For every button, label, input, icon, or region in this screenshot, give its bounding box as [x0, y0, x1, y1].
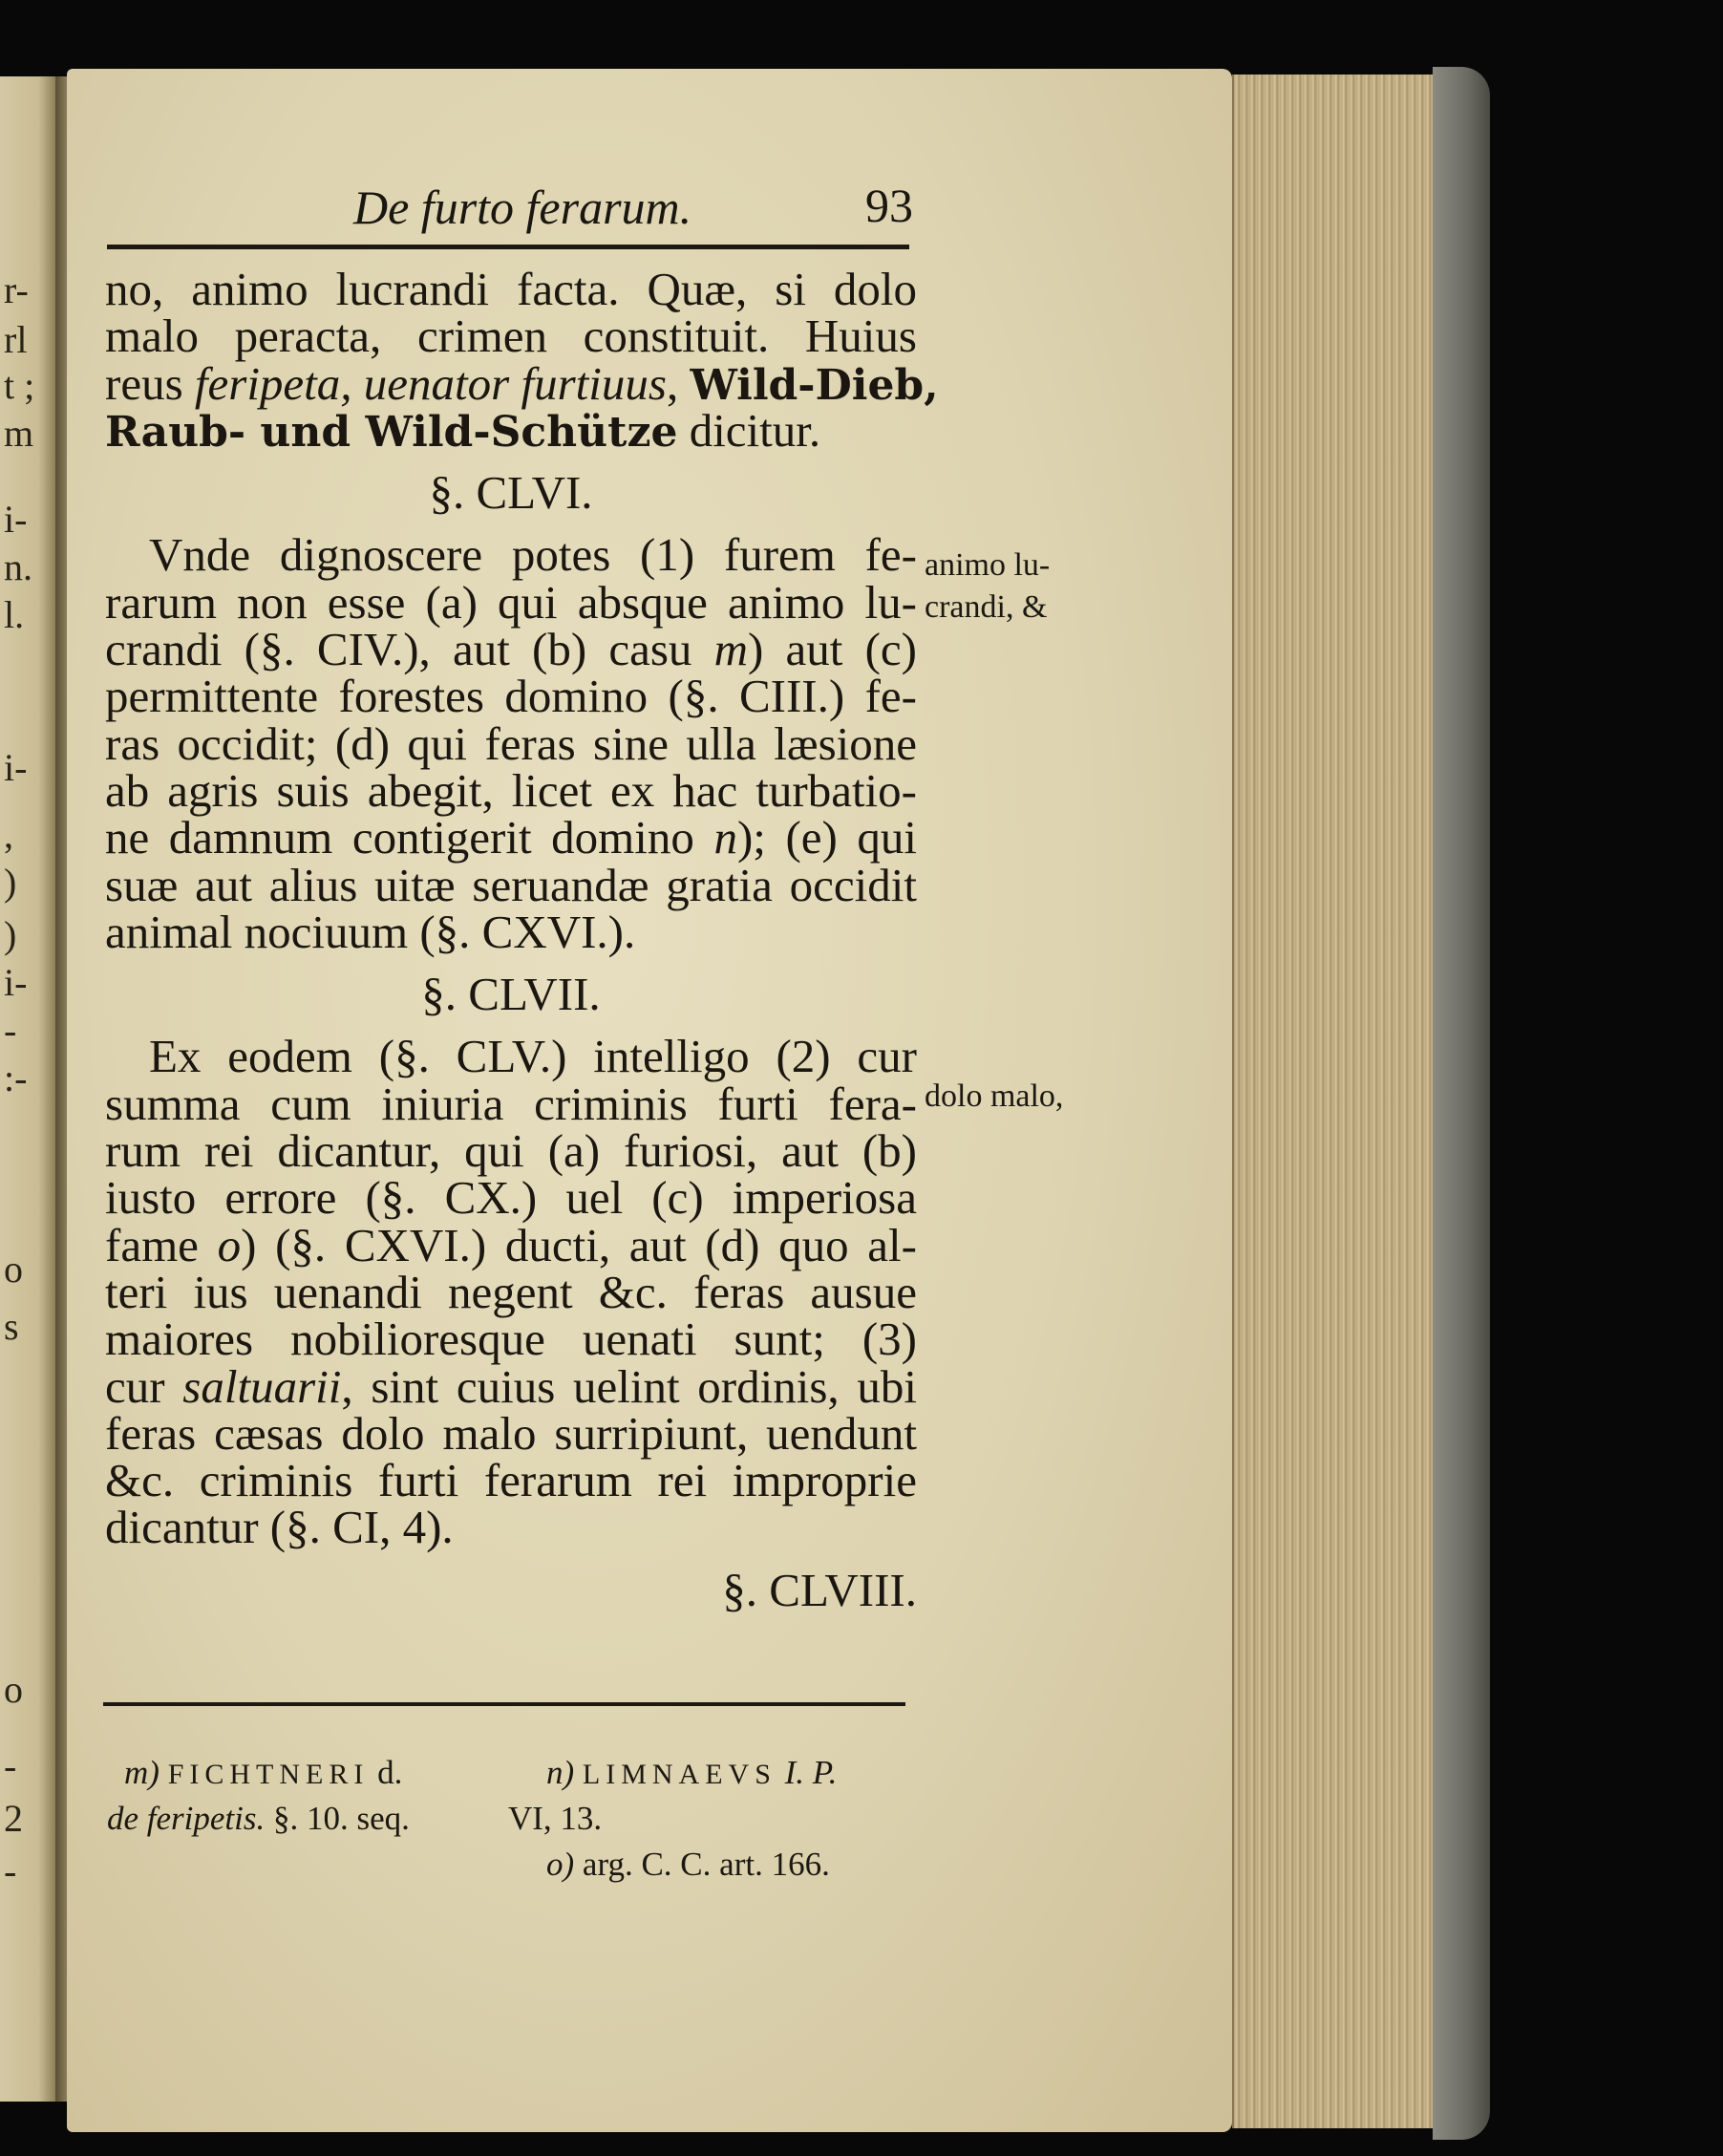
header-rule [107, 245, 909, 249]
facing-fragment: l. [4, 593, 25, 636]
text-run-post: ) (§. CXVI.) ducti, aut (d) quo al- [241, 1218, 917, 1271]
text-line: feras cæsas dolo malo surripiunt, uendunt [105, 1406, 917, 1460]
facing-fragment: m [4, 412, 34, 455]
text-run-pre: fame [105, 1218, 218, 1271]
footnote-m-author: FICHTNERI [167, 1759, 370, 1790]
text-line: §. CLVII. [421, 968, 601, 1021]
text-run-frak: Raub- und Wild-Schütze [105, 407, 678, 457]
text-line: Ex eodem (§. CLV.) intelligo (2) cur [149, 1030, 917, 1083]
facing-fragment: r- [4, 268, 29, 311]
footnote-rule [103, 1702, 905, 1706]
facing-fragment: , [4, 813, 13, 856]
text-run-pre: reus [105, 356, 195, 410]
facing-fragment: - [4, 1744, 17, 1787]
text-line: §. CLVI. [429, 466, 593, 520]
text-line [105, 403, 917, 457]
text-run-frak: Wild-Dieb, [690, 360, 939, 410]
text-run-pre: ne damnum contigerit domino [105, 811, 714, 865]
text-line: &c. criminis furti ferarum rei improprie [105, 1454, 917, 1507]
main-text [105, 263, 939, 1616]
text-line [105, 356, 939, 410]
footnote-m-ref: §. 10. seq. [273, 1800, 410, 1837]
text-run-italic: saltuarii [182, 1359, 342, 1413]
facing-fragment: ) [4, 913, 17, 956]
text-run-italic: m [713, 623, 749, 676]
text-line [105, 623, 917, 676]
text-line: dicantur (§. CI, 4). [105, 1501, 454, 1554]
facing-fragment: rl [4, 318, 28, 361]
text-run-italic: feripeta, uenator furtiuus [194, 356, 667, 410]
text-line: rum rei dicantur, qui (a) furiosi, aut (b) [105, 1124, 917, 1178]
facing-fragment: s [4, 1305, 19, 1348]
facing-fragment: o [4, 1668, 23, 1711]
text-line: animal nociuum (§. CXVI.). [105, 905, 636, 958]
footnote-n-author: LIMNAEVS [582, 1759, 776, 1790]
text-run-post: , sint cuius uelint ordinis, ubi [341, 1359, 917, 1413]
footnote-o [546, 1842, 830, 1888]
margin-note-animo-line1: animo lu- [925, 547, 1051, 583]
text-run-italic: n [713, 811, 737, 865]
text-line: teri ius uenandi negent &c. feras ausue [105, 1265, 917, 1318]
text-line: permittente forestes domino (§. CIII.) fe- [105, 670, 917, 723]
facing-fragment: t ; [4, 364, 35, 407]
text-line [105, 811, 917, 865]
facing-fragment: 2 [4, 1797, 23, 1840]
text-run-italic: o [217, 1218, 242, 1271]
text-line: iusto errore (§. CX.) uel (c) imperiosa [105, 1171, 917, 1225]
footnote-n-ip: I. P. [784, 1754, 838, 1791]
text-run-pre: cur [105, 1359, 183, 1413]
facing-fragment: ) [4, 861, 17, 904]
text-line: ab agris suis abegit, licet ex hac turbatio- [105, 763, 917, 817]
text-run-post: ) aut (c) [748, 623, 917, 676]
footnote-o-label: o) [546, 1846, 575, 1883]
facing-fragment: - [4, 1009, 17, 1052]
footnote-o-ref: arg. C. C. art. 166. [582, 1846, 830, 1883]
text-line: summa cum iniuria criminis furti fera- [105, 1077, 917, 1130]
facing-fragment: i- [4, 961, 28, 1004]
facing-fragment: o [4, 1248, 23, 1291]
margin-note-animo-line2: crandi, & [925, 589, 1048, 625]
text-line: ras occidit; (d) qui feras sine ulla læsione [105, 716, 917, 770]
text-line [105, 1218, 917, 1271]
text-line: Vnde dignoscere potes (1) furem fe- [149, 528, 917, 582]
footnote-m-title: de feripetis. [107, 1800, 266, 1837]
facing-fragment: - [4, 1849, 17, 1892]
text-line: maiores nobilioresque uenati sunt; (3) [105, 1313, 917, 1366]
facing-fragment: n. [4, 545, 32, 588]
running-title: De furto ferarum. [353, 181, 692, 234]
page-number: 93 [865, 179, 913, 232]
text-run-mid: , [666, 356, 691, 410]
facing-fragment: i- [4, 746, 28, 789]
text-line: no, animo lucrandi facta. Quæ, si dolo [105, 263, 917, 315]
text-run-pre: crandi (§. CIV.), aut (b) casu [105, 623, 714, 676]
footnote-m-label: m) [124, 1754, 160, 1791]
text-line: §. CLVIII. [722, 1563, 917, 1616]
footnote-m-line2 [107, 1796, 410, 1842]
footnote-n-label: n) [546, 1754, 575, 1791]
footnote-n-line1 [546, 1750, 837, 1798]
facing-fragment: :- [4, 1057, 28, 1099]
text-line: rarum non esse (a) qui absque animo lu- [105, 575, 917, 629]
footnote-m-d: d. [377, 1754, 403, 1791]
footnote-m-line1 [124, 1750, 402, 1798]
text-line [105, 1359, 917, 1413]
text-run-post: dicitur. [677, 403, 821, 457]
text-line: malo peracta, crimen constituit. Huius [105, 310, 917, 363]
text-run-post: ); (e) qui [736, 811, 917, 865]
margin-note-dolo-malo: dolo malo, [925, 1078, 1064, 1114]
text-line: suæ aut alius uitæ seruandæ gratia occidit [105, 858, 917, 911]
facing-fragment: i- [4, 498, 28, 541]
footnote-n-line2: VI, 13. [508, 1800, 603, 1837]
